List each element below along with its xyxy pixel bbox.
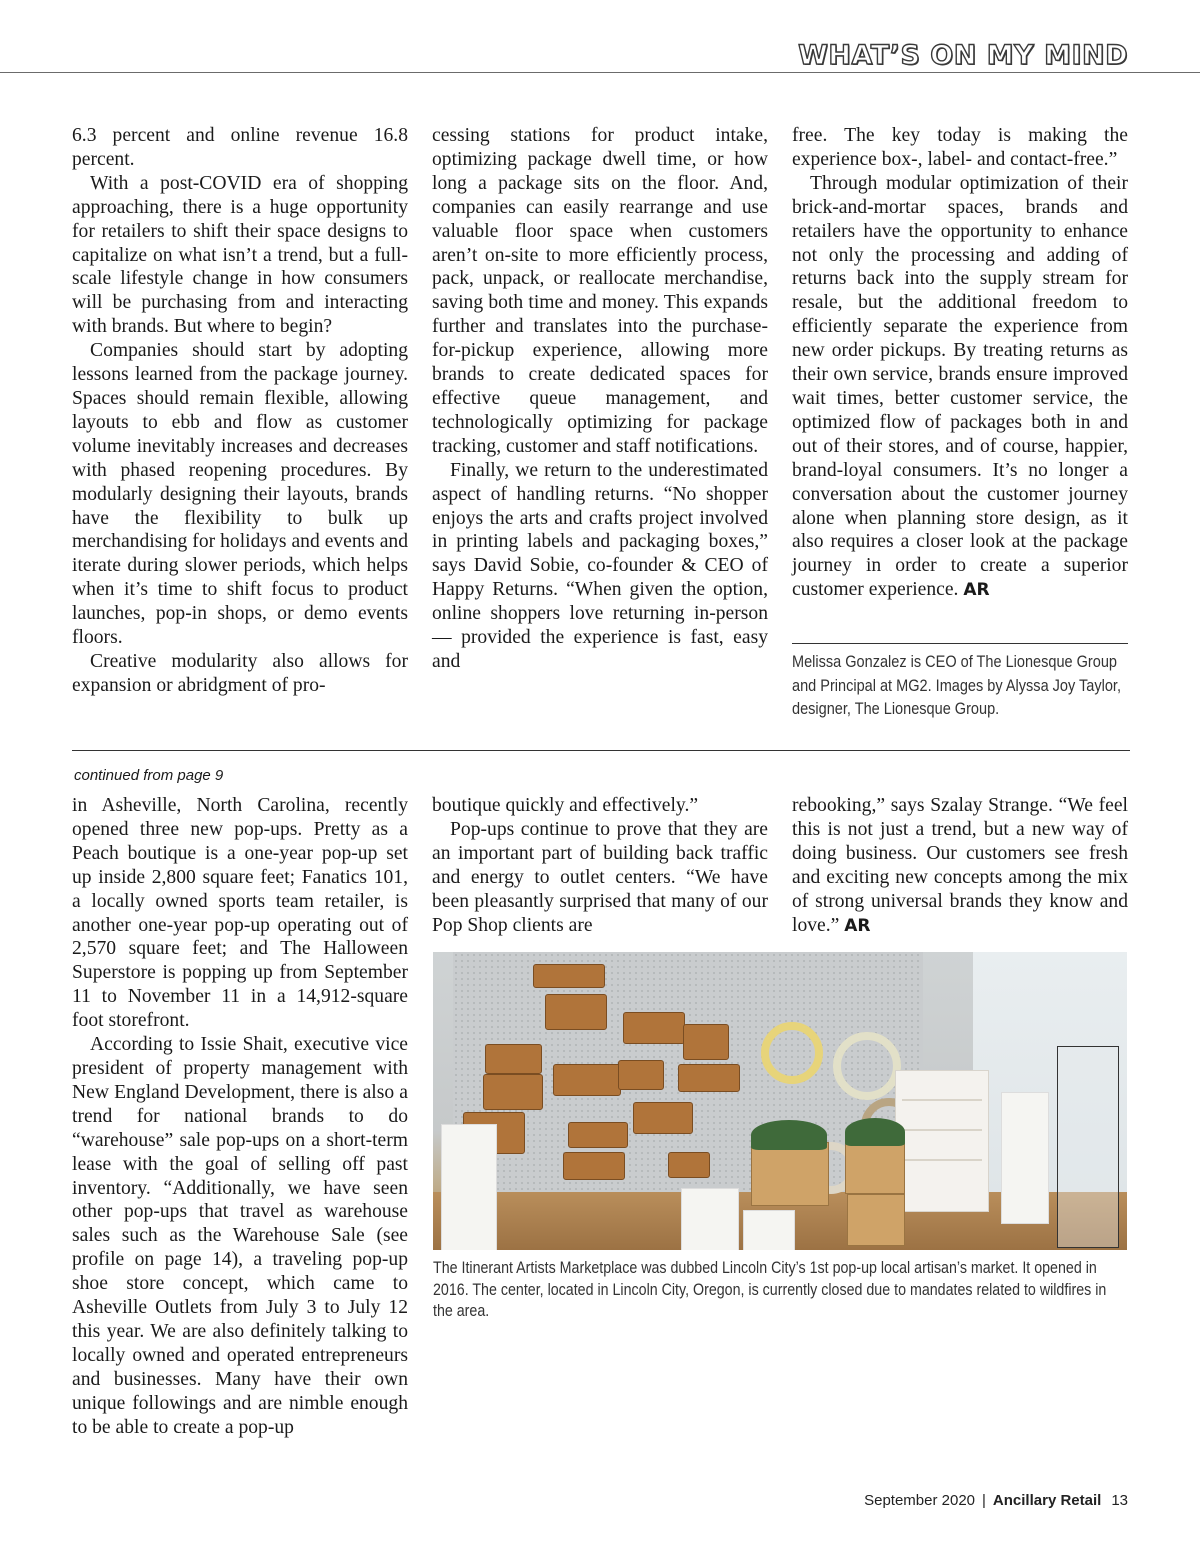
wall-plaque bbox=[533, 964, 605, 988]
paragraph: Creative modularity also allows for expansion or abridgment of pro- bbox=[72, 650, 408, 696]
bottom-column-3 bbox=[792, 794, 1128, 938]
shelf-row bbox=[902, 1099, 982, 1101]
paragraph: 6.3 percent and online revenue 16.8 percent. bbox=[72, 125, 408, 170]
wall-plaque bbox=[485, 1044, 542, 1074]
marketplace-photo bbox=[433, 952, 1127, 1250]
wall-plaque bbox=[483, 1074, 543, 1110]
end-mark: AR bbox=[963, 580, 990, 601]
end-mark: AR bbox=[844, 915, 871, 936]
wall-plaque bbox=[633, 1102, 693, 1134]
glass-display-case bbox=[1057, 1046, 1119, 1248]
footer-separator: | bbox=[982, 1492, 986, 1509]
wall-plaque bbox=[553, 1064, 621, 1096]
wall-plaque bbox=[683, 1024, 729, 1060]
wall-plaque bbox=[678, 1064, 740, 1092]
paragraph-text: Through modular optimization of their brick-and-mortar spaces, brands and retailers have the opportunity to enhance not only the processing and adding of returns back into the supply stream for resale, but the additional freedom to efficiently separate the experience from new order pickups. By treating returns as their own service, brands ensure improved wait times, better customer service, the optimized flow of packages both in and out of their stores, and of course, happier, brand-loyal consumers. It’s no longer a conversation about the customer journey alone when planning store design, as it also requires a closer look at the package journey in order to create a superior customer experience. bbox=[792, 172, 1128, 601]
section-divider bbox=[72, 750, 1130, 751]
plant bbox=[751, 1120, 827, 1150]
wall-plaque bbox=[568, 1122, 628, 1148]
section-title: WHAT’S ON MY MIND bbox=[798, 40, 1128, 71]
author-bio: Melissa Gonzalez is CEO of The Lionesque Group and Principal at MG2. Images by Alyssa Joy Taylor, designer, The Lionesque Group. bbox=[792, 653, 1122, 718]
paragraph: Finally, we return to the underestimated aspect of handling returns. “No shopper enjoys the arts and crafts project involved in printing labels and packaging boxes,” says David Sobie, co-founder & CEO of Happy Returns. “When given the option, online shoppers love returning in-person — provided the experience is fast, easy and bbox=[432, 459, 768, 672]
paragraph: Pop-ups continue to prove that they are an important part of building back traffic and energy to outlet centers. “We have been pleasantly surprised that many of our Pop Shop clients are bbox=[432, 818, 768, 936]
paragraph: According to Issie Shait, executive vice president of property management with New England Development, there is also a trend for national brands to do “warehouse” sale pop-ups on a short-term lease with the goal of selling off past inventory. “Additionally, we have seen other pop-ups that travel as warehouse sales such as the Warehouse Sale (see profile on page 14), a traveling pop-up shoe store concept, which came to Asheville Outlets from July 3 to July 12 this year. We are also definitely talking to locally owned and operated entrepreneurs and businesses. Many have their own unique followings and are nimble enough to be able to create a pop-up bbox=[72, 1034, 408, 1438]
top-column-1 bbox=[72, 124, 408, 698]
shelf-row bbox=[902, 1129, 982, 1131]
pedestal bbox=[681, 1188, 739, 1250]
continued-label: continued from page 9 bbox=[74, 767, 224, 784]
header-divider bbox=[0, 72, 1200, 73]
planter-box bbox=[847, 1194, 905, 1246]
planter-box bbox=[751, 1142, 829, 1206]
wall-plaque bbox=[623, 1012, 685, 1044]
wall-plaque bbox=[563, 1152, 625, 1180]
paragraph: free. The key today is making the experience box-, label- and contact-free.” bbox=[792, 125, 1128, 170]
paragraph: Companies should start by adopting lessons learned from the package journey. Spaces should remain flexible, allowing layouts to ebb and flow as customer volume inevitably increases and decreases with phased reopening procedures. By modularly designing their layouts, brands have the flexibility to bulk up merchandising for holidays and events and iterate during slower periods, which helps when it’s time to shift focus to product launches, pop-in shops, or demo events floors. bbox=[72, 340, 408, 649]
pedestal bbox=[743, 1210, 795, 1250]
paragraph: With a post-COVID era of shopping approaching, there is a huge opportunity for retailers to shift their space designs to capitalize on what isn’t a trend, but a full-scale lifestyle change in how consumers will be purchasing from and interacting with brands. But where to begin? bbox=[72, 172, 408, 338]
wreath bbox=[761, 1022, 823, 1084]
photo-caption: The Itinerant Artists Marketplace was dubbed Lincoln City’s 1st pop-up local artisan’s market. It opened in 2016. The center, located in Lincoln City, Oregon, is currently closed due to mandates related to wildfires in the area. bbox=[433, 1259, 1107, 1320]
magazine-name: Ancillary Retail bbox=[992, 1492, 1102, 1509]
issue-date: September 2020 bbox=[864, 1492, 976, 1509]
page-number: 13 bbox=[1111, 1492, 1128, 1509]
paragraph bbox=[792, 794, 1128, 938]
top-column-3 bbox=[792, 124, 1128, 603]
wall-plaque bbox=[545, 994, 607, 1030]
paragraph-text: rebooking,” says Szalay Strange. “We feel this is not just a trend, but a new way of doing business. Our customers see fresh and exciting new concepts among the mix of strong universal brands they know and love.” bbox=[792, 795, 1128, 936]
top-column-2 bbox=[432, 124, 768, 674]
bottom-column-1 bbox=[72, 794, 408, 1439]
paragraph: cessing stations for product intake, optimizing package dwell time, or how long a package sits on the floor. And, companies can easily rearrange and use valuable floor space when customers aren’t on-site to more efficiently process, pack, unpack, or reallocate merchandise, saving both time and money. This expands further and translates into the purchase-for-pickup experience, allowing more brands to create dedicated spaces for effective queue management, and technologically optimizing for package tracking, customer and staff notifications. bbox=[432, 125, 768, 457]
white-shelf-cabinet bbox=[895, 1070, 989, 1212]
pedestal bbox=[1001, 1092, 1049, 1224]
bio-divider bbox=[792, 643, 1128, 644]
wall-plaque bbox=[668, 1152, 710, 1178]
planter-box bbox=[845, 1142, 905, 1194]
paragraph: in Asheville, North Carolina, recently opened three new pop-ups. Pretty as a Peach boutique is a one-year pop-up set up inside 2,800 square feet; Fanatics 101, a locally owned sports team retailer, is another one-year pop-up operating out of 2,570 square feet; and The Halloween Superstore is popping up from September 11 to November 11 in a 14,912-square foot storefront. bbox=[72, 795, 408, 1032]
shelf-row bbox=[902, 1159, 982, 1161]
wreath bbox=[833, 1032, 901, 1100]
bottom-column-2 bbox=[432, 794, 768, 937]
page-footer bbox=[864, 1492, 1128, 1509]
paragraph: boutique quickly and effectively.” bbox=[432, 795, 699, 816]
plant bbox=[845, 1118, 905, 1146]
wall-plaque bbox=[618, 1060, 664, 1090]
pedestal bbox=[441, 1124, 497, 1250]
paragraph bbox=[792, 172, 1128, 603]
